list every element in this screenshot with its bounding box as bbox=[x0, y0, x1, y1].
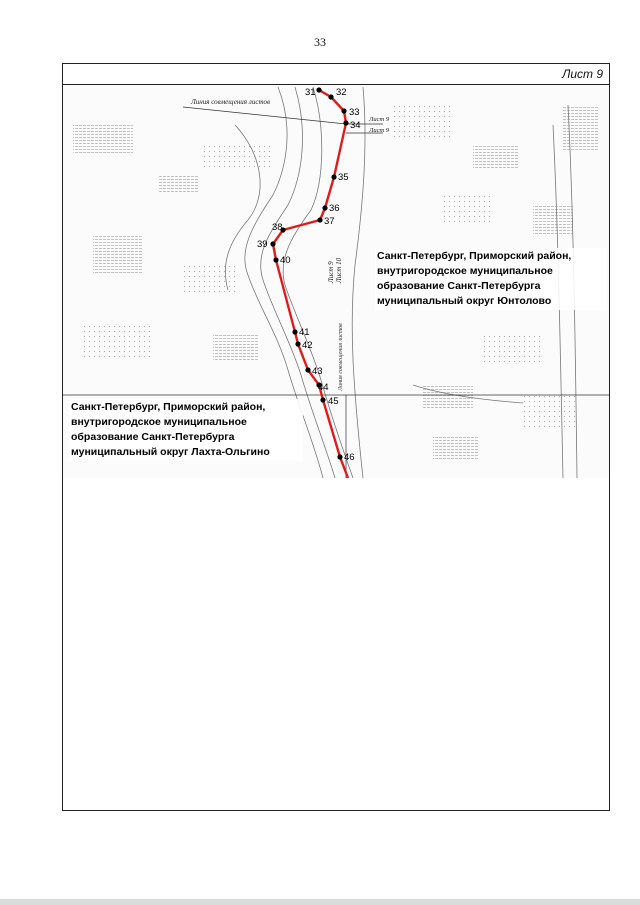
point-label-41: 41 bbox=[299, 327, 310, 338]
sheet-label-vertical-upper: Лист 9 bbox=[327, 261, 335, 283]
boundary-point-32 bbox=[328, 94, 333, 99]
point-label-32: 32 bbox=[336, 87, 347, 98]
boundary-point-39 bbox=[270, 241, 275, 246]
alignment-line-label-vertical: Линия совмещения листов bbox=[338, 323, 344, 391]
sheet-label-upper-2: Лист 9 bbox=[369, 127, 390, 134]
point-label-45: 45 bbox=[328, 396, 339, 407]
sheet-header bbox=[63, 64, 609, 85]
region-label-lakhta-olgino: Санкт-Петербург, Приморский район, внутригородское муниципальное образование Санкт-Петербурга муниципальный округ Лахта-Ольгино bbox=[69, 399, 303, 461]
boundary-point-42 bbox=[295, 341, 300, 346]
point-label-42: 42 bbox=[302, 340, 313, 351]
boundary-point-40 bbox=[273, 257, 278, 262]
point-label-44: 44 bbox=[318, 382, 329, 393]
point-label-31: 31 bbox=[305, 87, 316, 98]
alignment-line-label: Линия совмещения листов bbox=[191, 98, 271, 106]
boundary-point-45 bbox=[320, 397, 325, 402]
point-label-43: 43 bbox=[312, 366, 323, 377]
boundary-point-36 bbox=[322, 205, 327, 210]
region-label-yuntolovo: Санкт-Петербург, Приморский район, внутригородское муниципальное образование Санкт-Петербурга муниципальный округ Юнтолово bbox=[375, 248, 607, 310]
point-label-46: 46 bbox=[344, 452, 355, 463]
boundary-point-41 bbox=[292, 329, 297, 334]
point-label-36: 36 bbox=[329, 203, 340, 214]
sheet-label-upper: Лист 9 bbox=[369, 116, 390, 123]
boundary-point-31 bbox=[316, 87, 321, 92]
boundary-point-35 bbox=[331, 174, 336, 179]
scan-edge-bar bbox=[0, 899, 640, 905]
boundary-point-46 bbox=[337, 454, 342, 459]
point-label-38: 38 bbox=[272, 222, 283, 233]
point-label-39: 39 bbox=[257, 239, 268, 250]
boundary-point-37 bbox=[317, 217, 322, 222]
boundary-point-43 bbox=[305, 367, 310, 372]
point-label-33: 33 bbox=[349, 107, 360, 118]
boundary-point-33 bbox=[341, 108, 346, 113]
map-sheet-frame bbox=[62, 63, 610, 811]
point-label-34: 34 bbox=[350, 120, 361, 131]
sheet-label-vertical-lower: Лист 10 bbox=[335, 257, 343, 283]
point-label-35: 35 bbox=[338, 172, 349, 183]
boundary-point-34 bbox=[343, 120, 348, 125]
point-label-40: 40 bbox=[280, 255, 291, 266]
page-number: 33 bbox=[314, 35, 326, 49]
map-area bbox=[63, 85, 609, 478]
point-label-37: 37 bbox=[324, 216, 335, 227]
sheet-title: Лист 9 bbox=[562, 67, 603, 81]
